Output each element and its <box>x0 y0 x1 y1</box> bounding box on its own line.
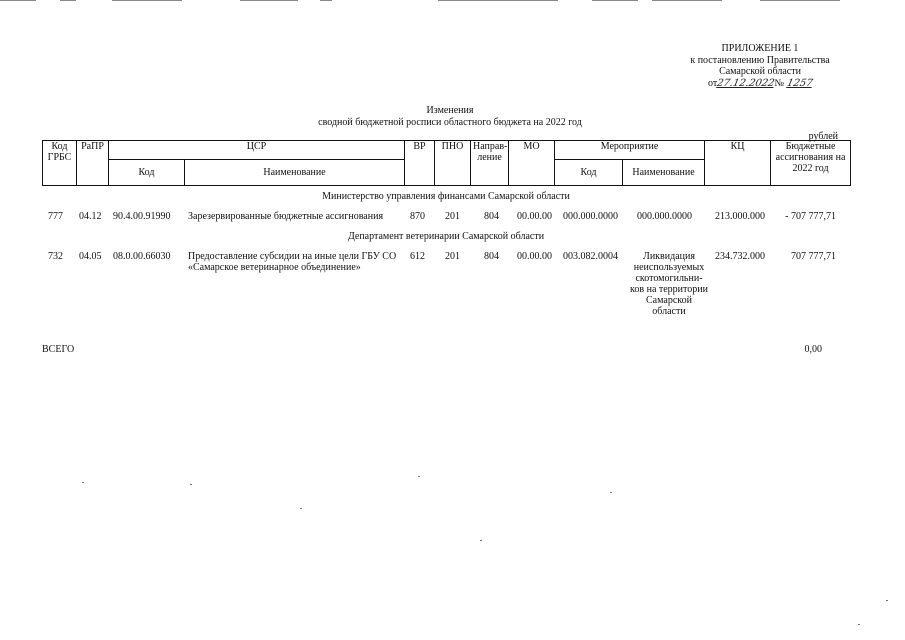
header-csr: ЦСР <box>109 141 405 160</box>
header-csr-name: Наименование <box>185 160 405 186</box>
header-vr: ВР <box>405 141 435 186</box>
cell-amount: - 707 777,71 <box>785 211 836 222</box>
cell-rapr: 04.12 <box>79 211 102 222</box>
cell-csr-name: Предоставление субсидии на иные цели ГБУ СО «Самарское ветеринарное объединение» <box>188 251 397 273</box>
cell-vr: 870 <box>410 211 425 222</box>
date-prefix: от <box>707 77 718 89</box>
cell-grbs: 777 <box>48 211 63 222</box>
total-value: 0,00 <box>804 344 822 355</box>
cell-mer-name: 000.000.0000 <box>637 211 692 222</box>
appendix-title: ПРИЛОЖЕНИЕ 1 <box>721 43 799 54</box>
appendix-line-3: Самарской области <box>719 66 801 77</box>
scan-speck <box>190 484 192 485</box>
cell-mer-kod: 000.000.0000 <box>563 211 618 222</box>
cell-mer-name: Ликвидация неиспользуемых скотомогильни-ков на территории Самарской области <box>630 251 708 317</box>
header-meropr-kod: Код <box>555 160 623 186</box>
header-mo: МО <box>509 141 555 186</box>
scan-speck <box>300 508 302 509</box>
cell-pno: 201 <box>445 211 460 222</box>
cell-kc: 213.000.000 <box>715 211 765 222</box>
header-kod-grbs: Код ГРБС <box>43 141 77 186</box>
document-title: Изменения <box>426 105 474 116</box>
cell-csr-name: Зарезервированные бюджетные ассигнования <box>188 211 384 222</box>
cell-mo: 00.00.00 <box>517 251 552 262</box>
cell-kc: 234.732.000 <box>715 251 765 262</box>
handwritten-date: 27.12.2022 <box>716 77 776 89</box>
header-meropr-name: Наименование <box>623 160 705 186</box>
appendix-date-line <box>680 78 840 90</box>
cell-vr: 612 <box>410 251 425 262</box>
table-header <box>42 140 851 186</box>
header-pno: ПНО <box>435 141 471 186</box>
header-csr-kod: Код <box>109 160 185 186</box>
scan-speck <box>418 476 420 477</box>
header-rapr: РаПР <box>77 141 109 186</box>
total-label: ВСЕГО <box>42 344 75 355</box>
header-napravlenie: Направ-ление <box>471 141 509 186</box>
cell-amount: 707 777,71 <box>791 251 836 262</box>
appendix-line-2: к постановлению Правительства <box>690 54 830 66</box>
scan-speck <box>82 482 84 483</box>
section-title-veterinary: Департамент ветеринарии Самарской области <box>347 231 545 242</box>
cell-rapr: 04.05 <box>79 251 102 262</box>
section-title-finance: Министерство управления финансами Самарской области <box>322 191 570 202</box>
cell-mer-kod: 003.082.0004 <box>563 251 618 262</box>
scan-speck <box>480 540 482 541</box>
header-meropriyatie: Мероприятие <box>555 141 705 160</box>
appendix-block <box>680 43 840 89</box>
cell-mo: 00.00.00 <box>517 211 552 222</box>
scan-speck <box>610 492 612 493</box>
handwritten-number: 1257 <box>785 77 814 89</box>
cell-csr-kod: 08.0.00.66030 <box>113 251 171 262</box>
header-kc: КЦ <box>705 141 771 186</box>
document-subtitle: сводной бюджетной росписи областного бюджета на 2022 год <box>318 117 582 128</box>
number-prefix: № <box>774 77 785 89</box>
units-label: рублей <box>808 131 838 142</box>
cell-csr-kod: 90.4.00.91990 <box>113 211 171 222</box>
cell-napr: 804 <box>484 251 499 262</box>
cell-grbs: 732 <box>48 251 63 262</box>
scan-speck <box>858 624 860 625</box>
header-budget: Бюджетные ассигнования на 2022 год <box>771 141 851 186</box>
cell-pno: 201 <box>445 251 460 262</box>
scan-speck <box>886 600 888 601</box>
cell-napr: 804 <box>484 211 499 222</box>
